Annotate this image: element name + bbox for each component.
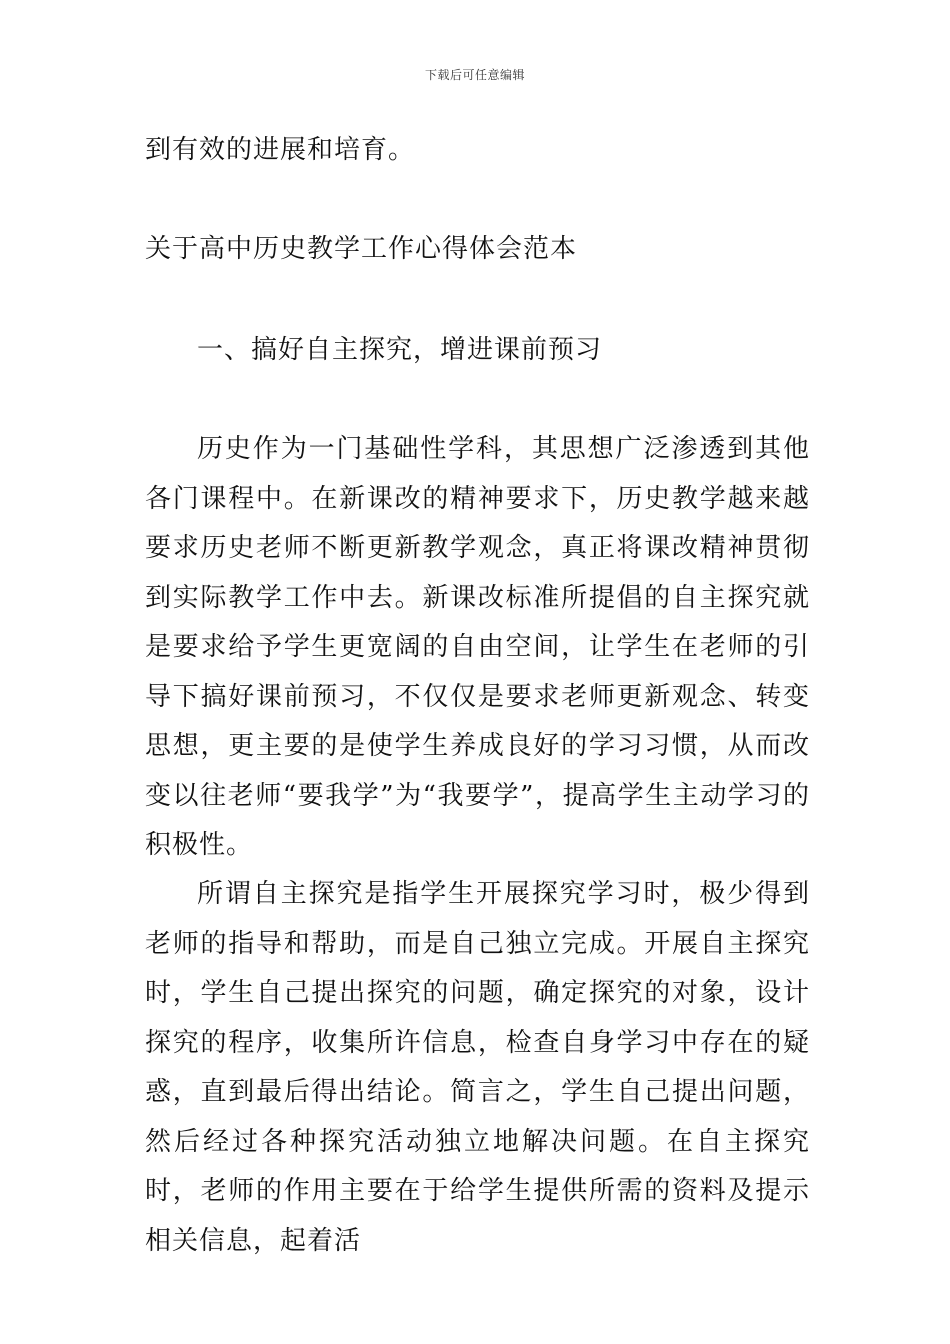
body-paragraph-2: 所谓自主探究是指学生开展探究学习时，极少得到老师的指导和帮助，而是自己独立完成。开展自主探究时，学生自己提出探究的问题，确定探究的对象，设计探究的程序，收集所许信息，检查自身学习中存在的疑惑，直到最后得出结论。简言之，学生自己提出问题，然后经过各种探究活动独立地解决问题。在自主探究时，老师的作用主要在于给学生提供所需的资料及提示相关信息，起着活 [145, 879, 810, 1256]
header-note: 下载后可任意编辑 [424, 68, 525, 82]
continuation-line: 到有效的进展和培育。 [145, 135, 416, 165]
document-title: 关于高中历史教学工作心得体会范本 [145, 234, 578, 264]
section-heading: 一、搞好自主探究，增进课前预习 [197, 335, 603, 365]
body-paragraph-1: 历史作为一门基础性学科，其思想广泛渗透到其他各门课程中。在新课改的精神要求下，历史教学越来越要求历史老师不断更新教学观念，真正将课改精神贯彻到实际教学工作中去。新课改标准所提倡的自主探究就是要求给予学生更宽阔的自由空间，让学生在老师的引导下搞好课前预习，不仅仅是要求老师更新观念、转变思想，更主要的是使学生养成良好的学习习惯，从而改变以往老师“要我学”为“我要学”，提高学生主动学习的积极性。 [145, 434, 810, 860]
